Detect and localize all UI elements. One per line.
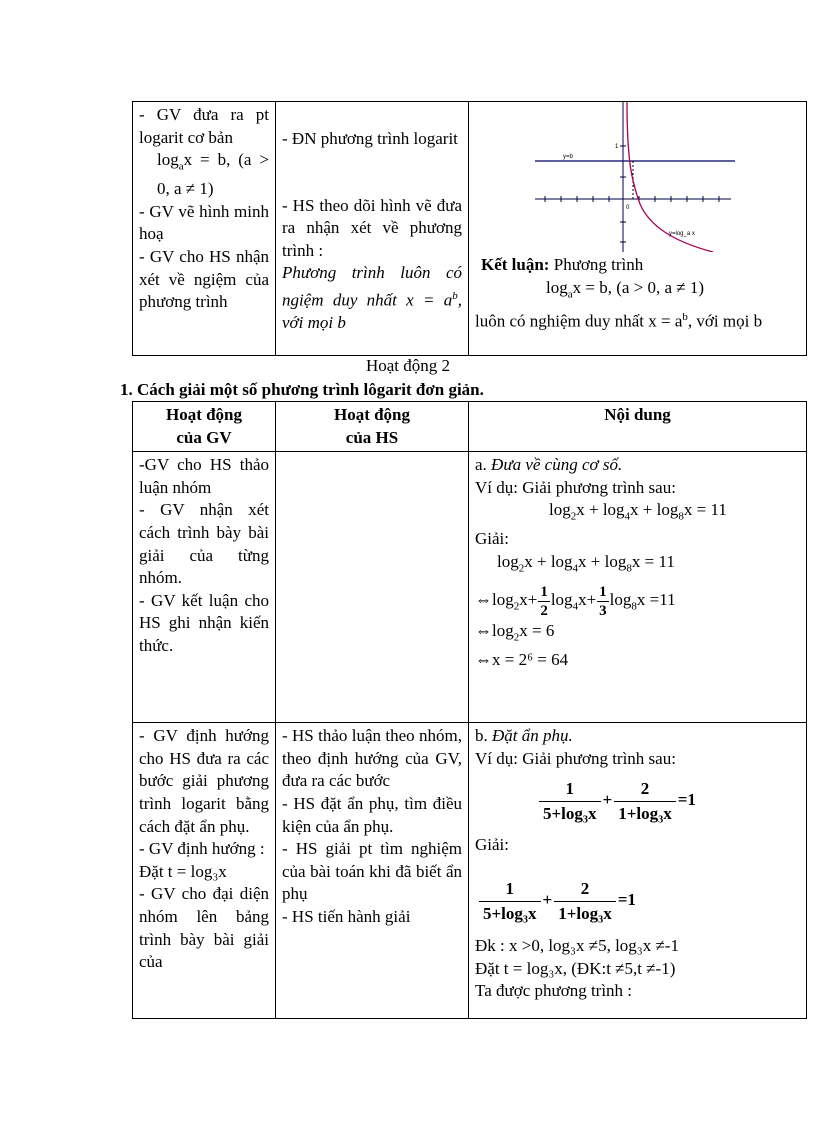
conclusion-result: luôn có nghiệm duy nhất $x = a^b$, với mọi b bbox=[475, 310, 763, 331]
top-gv-line-3: - GV cho HS nhận xét về ngiệm của phương trình bbox=[139, 246, 269, 312]
row2-solve: Giải: bbox=[475, 835, 509, 855]
row1-step-final: ⇔x = 2⁶ = 64 bbox=[475, 649, 569, 669]
row1-gv-line: - GV nhận xét cách trình bày bài giải của từng nhóm. bbox=[139, 500, 269, 588]
header-hs: Hoạt động của HS bbox=[276, 402, 469, 452]
row2-hs-line: - HS giải pt tìm nghiệm của bài toán khi đã biết ẩn phụ bbox=[282, 839, 462, 904]
activity-title: Hoạt động 2 bbox=[365, 356, 451, 375]
main-table bbox=[132, 401, 807, 1019]
row2-hs-line: - HS đặt ẩn phụ, tìm điều kiện của ẩn phụ. bbox=[282, 793, 462, 836]
eq-frac-1: $\frac{1}{\text{5+log₃x}}$ bbox=[539, 777, 601, 826]
row1-step-result: $\Leftrightarrow\log_2x = 6$ bbox=[475, 620, 555, 644]
conclusion-equation: $\log_ax = b$, (a > 0, a ≠ 1) bbox=[546, 277, 705, 300]
row2-example: Ví dụ: Giải phương trình sau: bbox=[475, 748, 676, 768]
row1-title: a. Đưa về cùng cơ số. bbox=[475, 455, 623, 475]
conclusion-line: Kết luận: Phương trình bbox=[481, 255, 644, 274]
top-hs-line-2: - HS theo dõi hình vẽ đưa ra nhận xét về phương trình : bbox=[282, 195, 462, 260]
row1-step-fraction: $\Leftrightarrow\log_2x+$ $\frac{1}{2}$ $\log_4x+$ $\frac{1}{3}$ $\log_8x =11$ bbox=[475, 583, 676, 619]
top-gv-cell bbox=[133, 102, 276, 356]
row2-gv-line: - GV định hướng : bbox=[139, 839, 265, 859]
top-hs-cell bbox=[276, 102, 469, 356]
row2-hs-line: - HS tiến hành giải bbox=[282, 906, 411, 926]
row1-example: Ví dụ: Giải phương trình sau: bbox=[475, 477, 676, 497]
conclusion-label: Kết luận: bbox=[481, 255, 550, 274]
row2-substitution: Đặt t = log₃x, (ĐK:t ≠5,t ≠-1) bbox=[475, 958, 676, 978]
eq-frac-2-repeat: $\frac{2}{\text{1+log₃x}}$ bbox=[554, 877, 616, 926]
graph-label-yb: y=b bbox=[563, 154, 573, 160]
row1-gv-line: - GV kết luận cho HS ghi nhận kiến thức. bbox=[139, 590, 269, 655]
eq-frac-1-repeat: $\frac{1}{\text{5+log₃x}}$ bbox=[479, 877, 541, 926]
graph-tick-1: 1 bbox=[615, 144, 619, 150]
frac-half: $\frac{1}{2}$ bbox=[540, 583, 548, 619]
top-table bbox=[132, 101, 807, 356]
row2-gv-line: - GV cho đại diện nhóm lên bảng trình bày bài giải của bbox=[139, 884, 269, 972]
header-content: Nội dung bbox=[469, 402, 807, 452]
row2-gv-cell bbox=[133, 723, 276, 1019]
row1-equation: $\log_2x + \log_4x + \log_8x = 11$ bbox=[549, 500, 727, 523]
log-curve bbox=[627, 102, 713, 252]
row2-gv-line: - GV định hướng cho HS đưa ra các bước giải phương trình logarit bằng cách đặt ẩn phụ. bbox=[139, 726, 269, 836]
top-hs-line-1: - ĐN phương trình logarit bbox=[282, 129, 458, 148]
row2-hs-line: - HS thảo luận theo nhóm, theo định hướng của GV, đưa ra các bước bbox=[282, 726, 462, 791]
row2-obtain: Ta được phương trình : bbox=[475, 981, 633, 1001]
row2-title: b. Đặt ẩn phụ. bbox=[475, 726, 573, 746]
top-gv-line-1: - GV đưa ra pt logarit cơ bản bbox=[139, 105, 269, 147]
graph-label-curve: y=log_a x bbox=[669, 231, 695, 237]
log-graph bbox=[535, 102, 755, 252]
header-gv: Hoạt động của GV bbox=[133, 402, 276, 452]
row2-equation: $\frac{1}{\text{5+log₃x}}$ + $\frac{2}{\text{1+log₃x}}$ =1 bbox=[475, 770, 800, 830]
section-heading: 1. Cách giải một số phương trình lôgarit đơn giản. bbox=[120, 380, 484, 399]
row2-condition: Đk : x >0, log₃x ≠5, log₃x ≠-1 bbox=[475, 935, 679, 955]
row2-content-cell bbox=[469, 723, 807, 1019]
row1-gv-line: -GV cho HS thảo luận nhóm bbox=[139, 455, 269, 497]
top-content-cell bbox=[469, 102, 807, 356]
row2-equation-repeat: $\frac{1}{\text{5+log₃x}}$ + $\frac{2}{\text{1+log₃x}}$ =1 bbox=[475, 865, 800, 935]
eq-frac-2: $\frac{2}{\text{1+log₃x}}$ bbox=[614, 777, 676, 826]
top-gv-equation: $\log_ax = b$, (a > 0, a ≠ 1) bbox=[157, 150, 269, 199]
top-hs-line-3: Phương trình luôn có ngiệm duy nhất $x = a^b$, với mọi b bbox=[282, 263, 462, 333]
graph-tick-0: 0 bbox=[626, 205, 630, 211]
frac-third: $\frac{1}{3}$ bbox=[599, 583, 607, 619]
row1-solve: Giải: bbox=[475, 529, 509, 549]
row2-gv-line: Đặt t = log₃x bbox=[139, 861, 227, 881]
row1-hs-cell bbox=[276, 452, 469, 723]
row2-hs-cell bbox=[276, 723, 469, 1019]
row1-content-cell bbox=[469, 452, 807, 723]
row1-equation-repeat: $\log_2x + \log_4x + \log_8x = 11$ bbox=[497, 551, 675, 575]
top-gv-line-2: - GV vẽ hình minh hoạ bbox=[139, 201, 269, 244]
row1-gv-cell bbox=[133, 452, 276, 723]
